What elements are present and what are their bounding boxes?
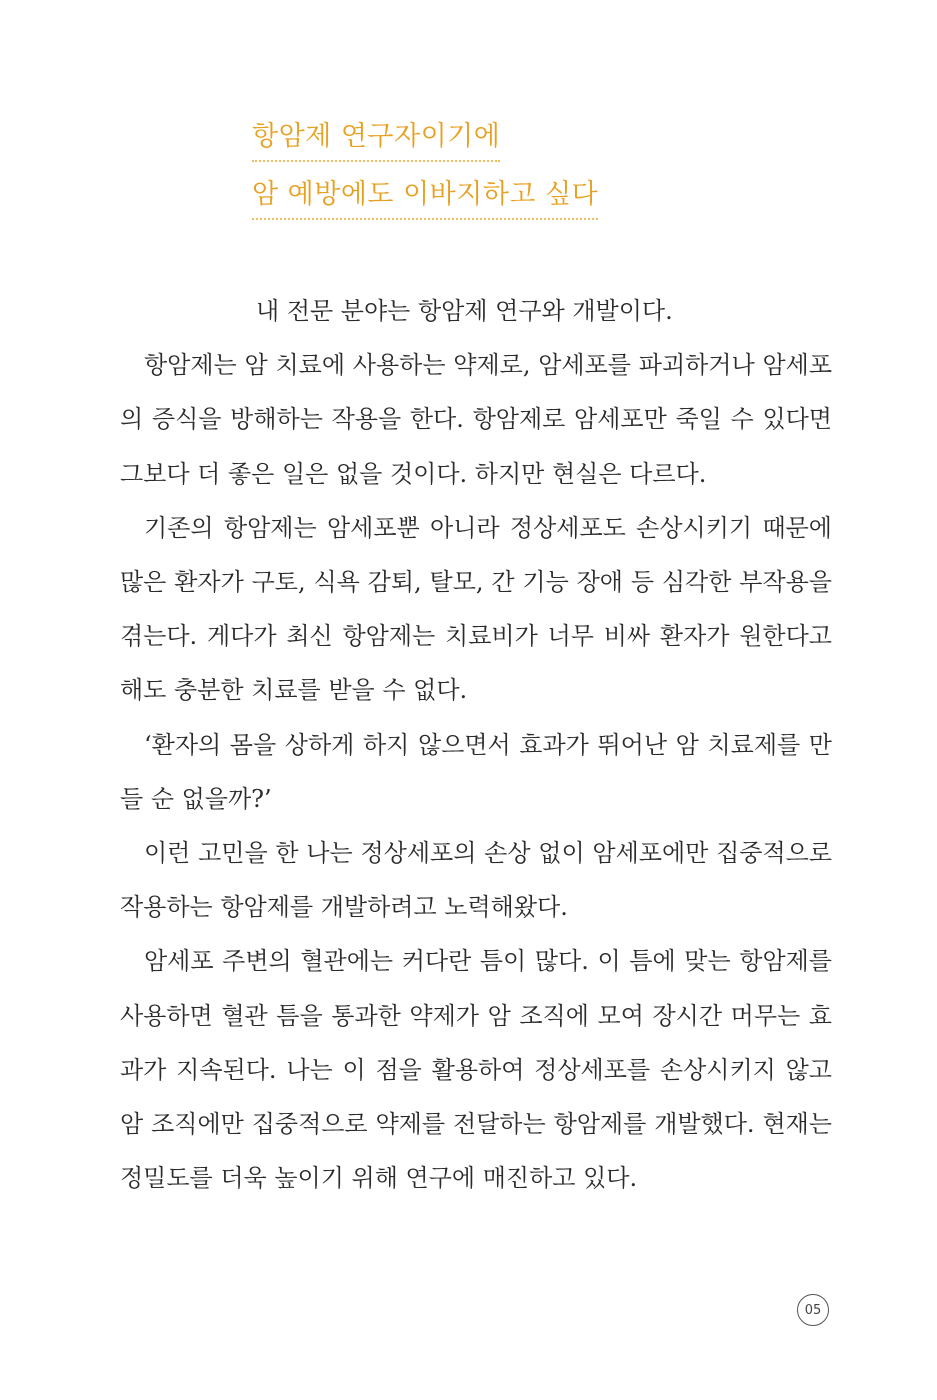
page-number: 05 <box>797 1294 829 1326</box>
paragraph: 기존의 항암제는 암세포뿐 아니라 정상세포도 손상시키기 때문에 많은 환자가 구토, 식욕 감퇴, 탈모, 간 기능 장애 등 심각한 부작용을 겪는다. 게다가 최신 항암제는 치료비가 너무 비싸 환자가 원한다고 해도 충분한 치료를 받을 수 없다. <box>120 513 832 705</box>
paragraph: 내 전문 분야는 항암제 연구와 개발이다. <box>256 297 673 325</box>
paragraph: 암세포 주변의 혈관에는 커다란 틈이 많다. 이 틈에 맞는 항암제를 사용하면 혈관 틈을 통과한 약제가 암 조직에 모여 장시간 머무는 효과가 지속된다. 나는 이 점을 활용하여 정상세포를 손상시키지 않고 암 조직에만 집중적으로 약제를 전달하는 항암제를 개발했다. 현재는 정밀도를 더욱 높이기 위해 연구에 매진하고 있다. <box>120 947 832 1193</box>
paragraph: 항암제는 암 치료에 사용하는 약제로, 암세포를 파괴하거나 암세포의 증식을 방해하는 작용을 한다. 항암제로 암세포만 죽일 수 있다면 그보다 더 좋은 일은 없을 것이다. 하지만 현실은 다르다. <box>120 351 832 488</box>
chapter-heading <box>252 118 598 234</box>
heading-line-1: 항암제 연구자이기에 <box>252 118 500 162</box>
paragraph: 이런 고민을 한 나는 정상세포의 손상 없이 암세포에만 집중적으로 작용하는 항암제를 개발하려고 노력해왔다. <box>120 839 832 922</box>
body-text <box>120 284 832 1205</box>
paragraph: ‘환자의 몸을 상하게 하지 않으면서 효과가 뛰어난 암 치료제를 만들 순 없을까?’ <box>120 730 832 813</box>
heading-line-2: 암 예방에도 이바지하고 싶다 <box>252 176 598 220</box>
